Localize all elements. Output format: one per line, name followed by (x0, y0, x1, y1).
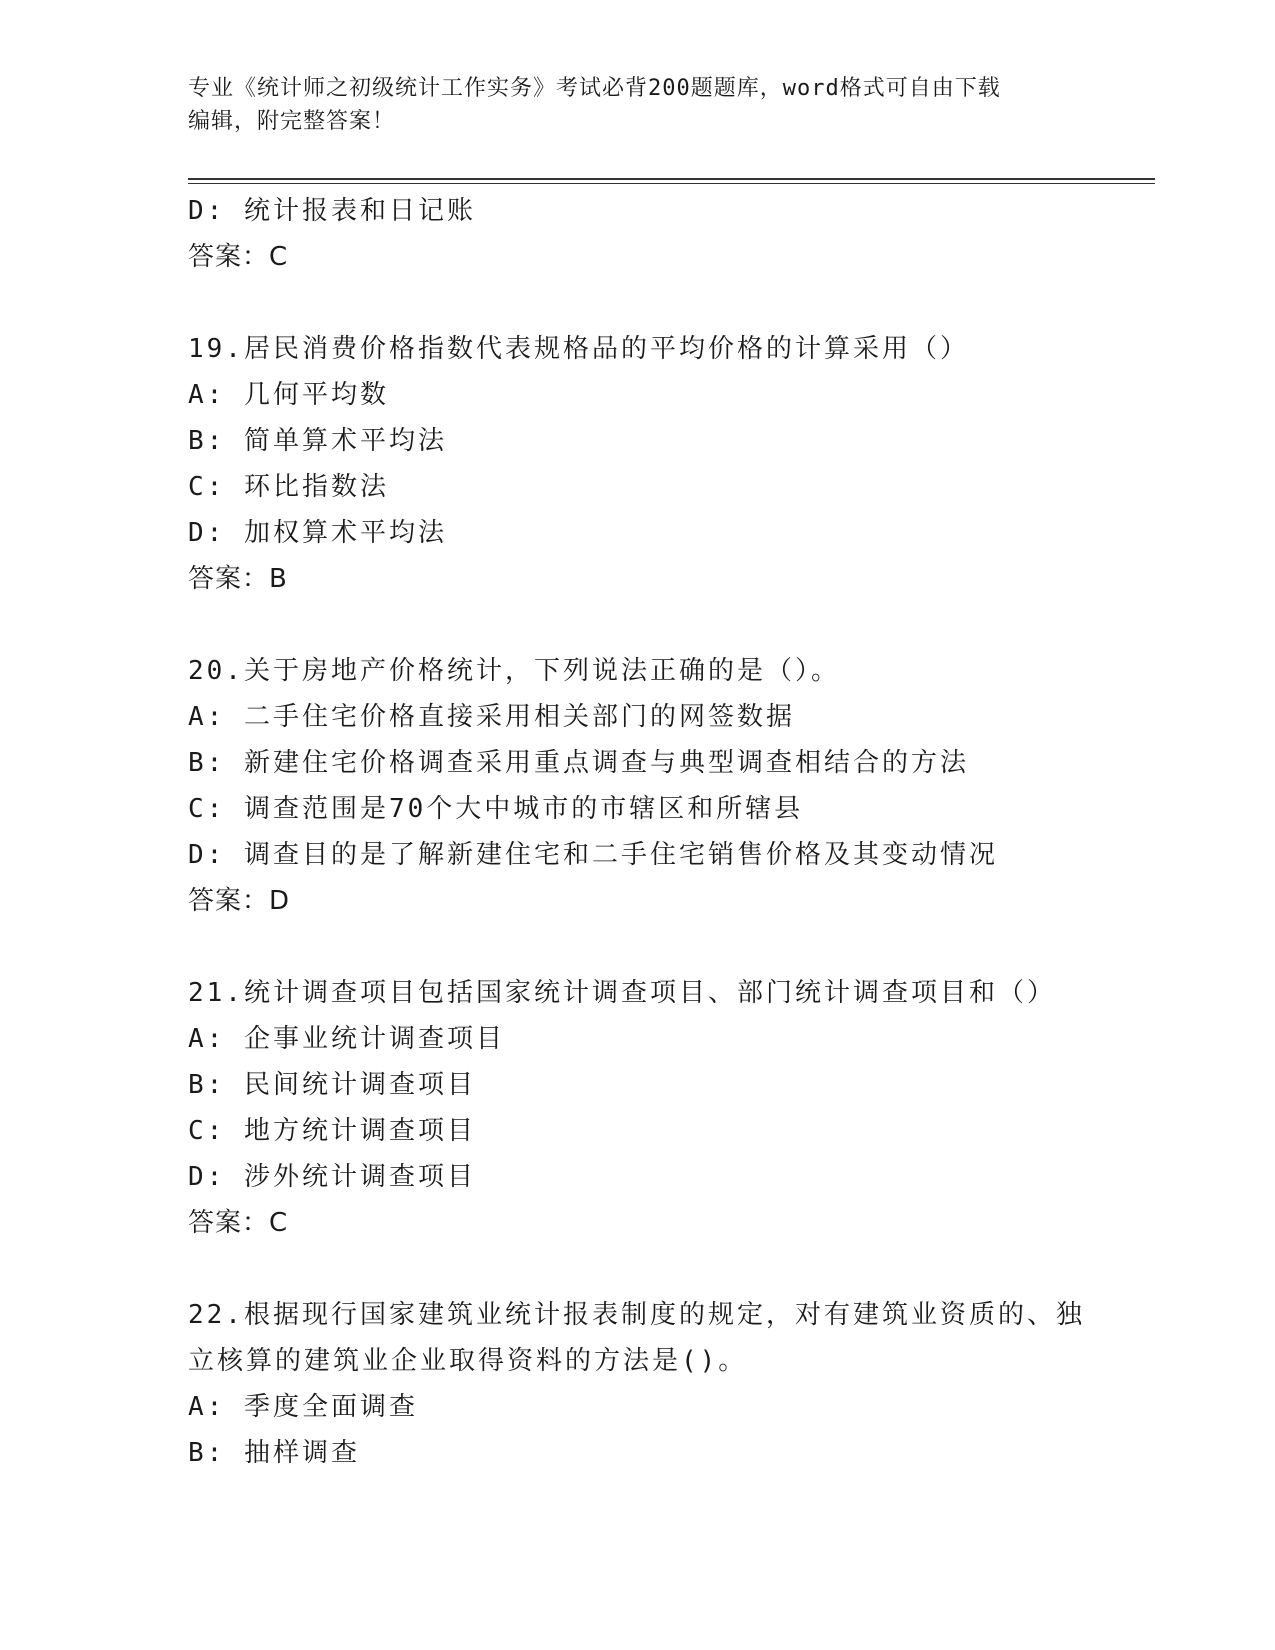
prev-answer: 答案：C (188, 242, 289, 272)
spacer (188, 602, 1118, 648)
q20-question: 20.关于房地产价格统计，下列说法正确的是（）。 (188, 656, 840, 686)
q21-option-a: A: 企事业统计调查项目 (188, 1024, 505, 1054)
q22-question-line-2: 立核算的建筑业企业取得资料的方法是()。 (188, 1346, 748, 1376)
q21-option-c: C: 地方统计调查项目 (188, 1116, 476, 1146)
q19-option-b: B: 简单算术平均法 (188, 426, 447, 456)
spacer (188, 280, 1118, 326)
q21-answer: 答案：C (188, 1208, 289, 1238)
spacer (188, 924, 1118, 970)
q21-option-b: B: 民间统计调查项目 (188, 1070, 476, 1100)
q22-option-a: A: 季度全面调查 (188, 1392, 418, 1422)
prev-option-d: D: 统计报表和日记账 (188, 196, 476, 226)
q20-option-d: D: 调查目的是了解新建住宅和二手住宅销售价格及其变动情况 (188, 840, 998, 870)
q19-question: 19.居民消费价格指数代表规格品的平均价格的计算采用（） (188, 334, 969, 364)
q20-answer: 答案：D (188, 886, 291, 916)
q21-question: 21.统计调查项目包括国家统计调查项目、部门统计调查项目和（） (188, 978, 1056, 1008)
q20-option-b: B: 新建住宅价格调查采用重点调查与典型调查相结合的方法 (188, 748, 969, 778)
q19-option-a: A: 几何平均数 (188, 380, 389, 410)
q22-option-b: B: 抽样调查 (188, 1438, 360, 1468)
q19-option-d: D: 加权算术平均法 (188, 518, 447, 548)
document-header (188, 72, 1088, 138)
header-line-1: 专业《统计师之初级统计工作实务》考试必背200题题库，word格式可自由下载 (188, 76, 1001, 101)
q21-option-d: D: 涉外统计调查项目 (188, 1162, 476, 1192)
header-line-2: 编辑，附完整答案！ (188, 109, 396, 134)
question-list (188, 188, 1118, 1476)
q20-option-c: C: 调查范围是70个大中城市的市辖区和所辖县 (188, 794, 804, 824)
q19-answer: 答案：B (188, 564, 288, 594)
spacer (188, 1246, 1118, 1292)
q20-option-a: A: 二手住宅价格直接采用相关部门的网签数据 (188, 702, 795, 732)
q22-question-line-1: 22.根据现行国家建筑业统计报表制度的规定，对有建筑业资质的、独 (188, 1300, 1085, 1330)
header-divider (188, 178, 1155, 184)
q19-option-c: C: 环比指数法 (188, 472, 389, 502)
